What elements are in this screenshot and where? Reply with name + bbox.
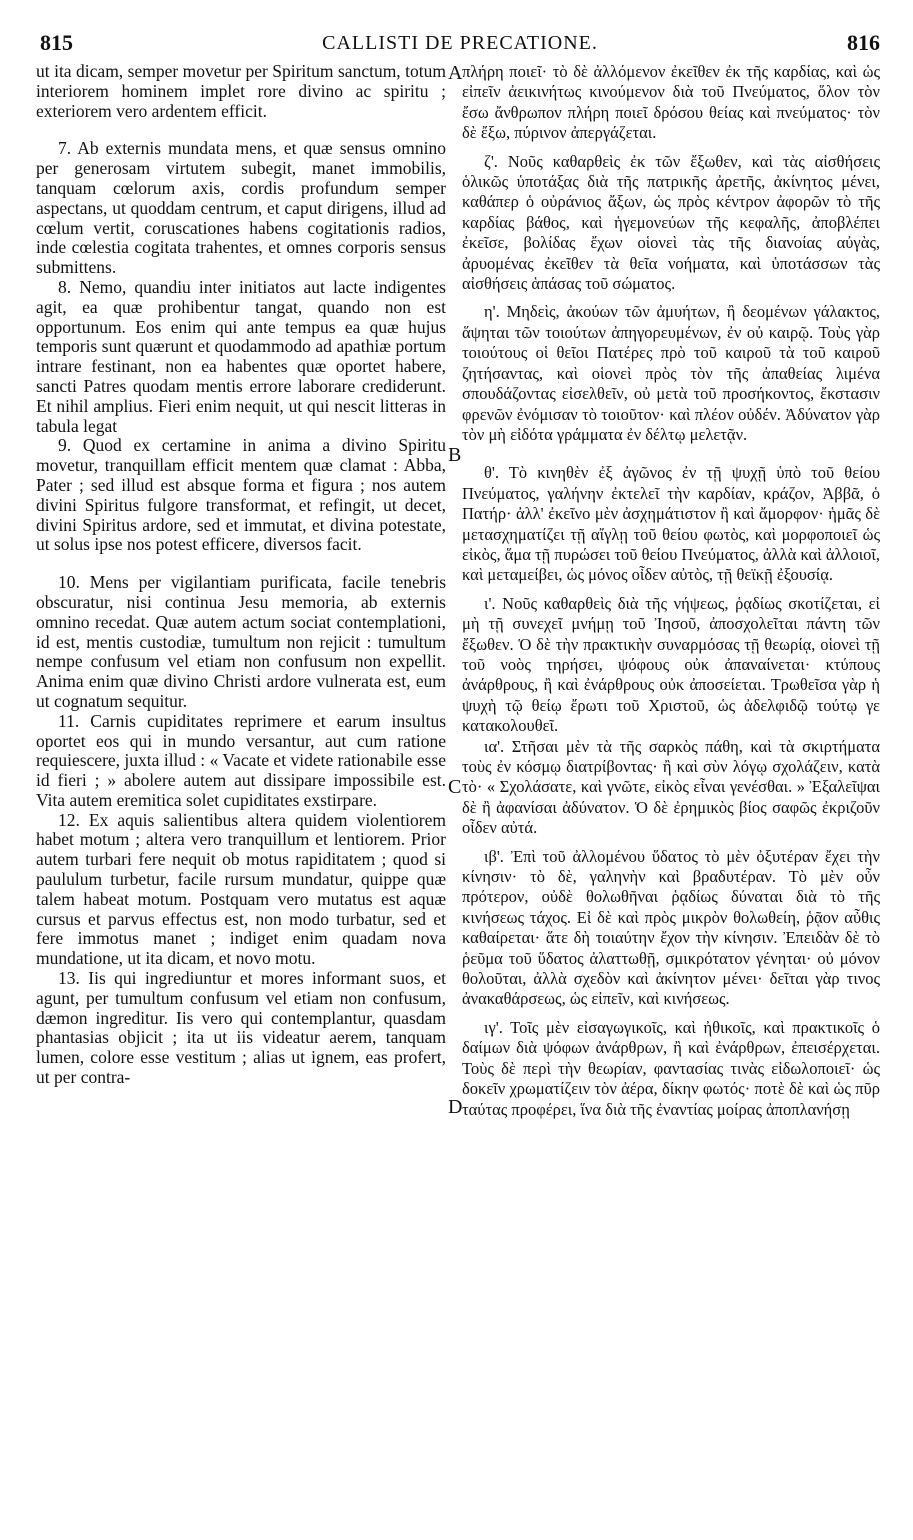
latin-paragraph: 11. Carnis cupiditates reprimere et earum insultus oportet eos qui in mundo versantur, aut cum ratione requiescere, juxta illud : « Vacate et videte rationabile esse id fieri ; » abolere autem aut dissipare impossibile est. Vita autem eremitica solet cupiditates exstirpare. xyxy=(36,710,446,810)
latin-paragraph: 8. Nemo, quandiu inter initiatos aut lacte indigentes agit, ea quæ prohibentur tangat, quando non est opportunum. Eos enim qui ante tempus ea quæ hujus temporis sunt quærunt et quodammodo ad apathiæ portum intrare festinant, non ea habentes quæ oportet habere, sancti Patres quodam mentis errore laborare crediderunt. Et nihil amplius. Fieri enim nequit, ut qui nescit litteras in tabula legat xyxy=(36,276,446,436)
margin-marker-d: D xyxy=(448,1096,463,1118)
greek-paragraph: ι'. Νοῦς καθαρθεὶς διὰ τῆς νήψεως, ῥᾳδίως σκοτίζεται, εἰ μὴ τῇ συνεχεῖ μνήμῃ τοῦ Ἰησοῦ, ἀποσχολεῖται πάντη τῶν ἔξωθεν. Ὁ δὲ τὴν πρακτικὴν συναρμόσας τῇ θεωρίᾳ, οἱονεὶ τῇ τοῦ νοὸς τηρήσει, ψόφους οὐκ ἀπαναίνεται· κτύπους ἀνάρθρους, ἢ καὶ ἐνάρθρους οὐκ ἀποσείεται. Τρωθεῖσα γὰρ ἡ ψυχὴ τῷ θείῳ ἔρωτι τοῦ Χριστοῦ, ὡς ἀδελφιδῷ τούτῳ γε κατακολουθεῖ. xyxy=(462,593,880,736)
margin-marker-a: A xyxy=(448,62,463,84)
greek-paragraph: ζ'. Νοῦς καθαρθεὶς ἐκ τῶν ἔξωθεν, καὶ τὰς αἰσθήσεις ὁλικῶς ὑποτάξας διὰ τῆς πατρικῆς ἀρετῆς, ἀκίνητος μένει, καθάπερ ὁ οὐράνιος ἄξων, ὡς πρὸς κέντρον ἀφορῶν τὸ τῆς καρδίας βάθος, καὶ ἡγεμονεύων τῆς κεφαλῆς, ἀποβλέπει ἐκεῖσε, βολίδας ἔχων οἱονεὶ τὰς τῆς διανοίας αὐγὰς, ἀρυομένας ἐκεῖθεν τὰ θεῖα νοήματα, καὶ ὑποτάσσων τὰς αἰσθήσεις ἁπάσας τοῦ σώματος. xyxy=(462,151,880,294)
latin-paragraph: 10. Mens per vigilantiam purificata, facile tenebris obscuratur, nisi continua Jesu memoria, ab externis omnino recedat. Quæ autem actum sociat contemplationi, id est, mentis custodiæ, tumultum non rejicit : tumultum nempe confusum vel etiam non confusum non expellit. Anima enim quæ divino Christi ardore vulnerata est, eum ut cognatum sequitur. xyxy=(36,572,446,711)
margin-marker-c: C xyxy=(448,776,462,798)
running-header xyxy=(40,30,880,60)
page-number-right: 816 xyxy=(847,30,880,55)
running-title: CALLISTI DE PRECATIONE. xyxy=(322,32,598,54)
page-number-left: 815 xyxy=(40,30,73,55)
latin-paragraph: ut ita dicam, semper movetur per Spiritum sanctum, totum interiorem hominem implet rore divino ac spiritu ; exteriorem vero ardentem efficit. xyxy=(36,61,446,121)
greek-column xyxy=(462,62,880,1120)
greek-paragraph: ια'. Στῆσαι μὲν τὰ τῆς σαρκὸς πάθη, καὶ τὰ σκιρτήματα τοὺς ἐν κόσμῳ διατρίβοντας· ἢ καὶ σὺν λόγῳ σχολάζειν, κατὰ τὸ· « Σχολάσατε, καὶ γνῶτε, εἰκὸς εἶναι γενέσθαι. » Ἐξαλεῖψαι δὲ ἢ ἀφανίσαι ἀδύνατον. Ὁ δὲ ἐρημικὸς βίος σαφῶς ἐκριζοῦν οἶδεν αὐτά. xyxy=(462,736,880,838)
latin-paragraph: 13. Iis qui ingrediuntur et mores informant suos, et agunt, per tumultum confusum vel etiam non confusum, dæmon ingreditur. Iis vero qui contemplantur, quasdam phantasias objicit ; ita ut iis videatur aerem, tanquam lumen, colore esse vestitum ; alias ut ignem, eas profert, ut per contra- xyxy=(36,968,446,1088)
greek-paragraph: θ'. Τὸ κινηθὲν ἐξ ἀγῶνος ἐν τῇ ψυχῇ ὑπὸ τοῦ θείου Πνεύματος, γαλήνην ἐκτελεῖ τὴν καρδίαν, κράζον, Ἀββᾶ, ὁ Πατήρ· ἀλλ' ἐκεῖνο μὲν ἀσχημάτιστον ἢ καὶ ἄμορφον· ἡμᾶς δὲ μετασχηματίζει τῇ αἴγλῃ τοῦ θείου φωτὸς, καὶ μορφοποιεῖ ὡς εἰκὸς, ἅμα τῇ πυρώσει τοῦ θείου Πνεύματος, ἀλλὰ καὶ ἀλλοιοῖ, καὶ μεταμείβει, ὡς μόνος οἶδεν αὐτὸς, τῇ θεϊκῇ ἐξουσίᾳ. xyxy=(462,463,880,585)
greek-paragraph: ιγ'. Τοῖς μὲν εἰσαγωγικοῖς, καὶ ἠθικοῖς, καὶ πρακτικοῖς ὁ δαίμων διὰ ψόφων ἀνάρθρων, ἢ καὶ ἐνάρθρων, ἐπεισέρχεται. Τοὺς δὲ περὶ τὴν θεωρίαν, φαντασίας τινὰς εἰδωλοποιεῖ· ὡς δοκεῖν χρωματίζειν τὸν ἀέρα, δίκην φωτός· ποτὲ δὲ καὶ ὡς πῦρ ταύτας προφέρει, ἵνα διὰ τῆς ἐναντίας μοίρας ἀποπλανήσῃ xyxy=(462,1017,880,1119)
latin-column xyxy=(36,62,446,1088)
greek-paragraph: πλήρη ποιεῖ· τὸ δὲ ἀλλόμενον ἐκεῖθεν ἐκ τῆς καρδίας, καὶ ὡς εἰπεῖν ἀεικινήτως κινούμενον διὰ τοῦ Πνεύματος, ὅλον τὸν ἔσω ἄνθρωπον πλήρη ποιεῖ δρόσου θείας καὶ πνεύματος· τὸν δὲ ἔξω, πύρινον ἀπεργάζεται. xyxy=(462,62,880,143)
greek-paragraph: η'. Μηδεὶς, ἀκούων τῶν ἀμυήτων, ἢ δεομένων γάλακτος, ἅψηται τῶν τοιούτων ἀπηγορευμένων, ἐν οὐ καιρῷ. Τοὺς γὰρ τοιούτους οἱ θεῖοι Πατέρες πρὸ τοῦ καιροῦ τὰ τοῦ καιροῦ ζητήσαντας, καὶ οἱονεὶ πρὸς τὸν τῆς ἀπαθείας λιμένα σπουδάζοντας εἰσελθεῖν, οὐ μετὰ τοῦ προσήκοντος, ἔκστασιν φρενῶν ἐνόμισαν τὸ τοιοῦτον· καὶ πλέον οὐδέν. Ἀδύνατον γὰρ τὸν μὴ εἰδότα γράμματα ἐν δέλτῳ μελετᾷν. xyxy=(462,302,880,444)
latin-paragraph: 9. Quod ex certamine in anima a divino Spiritu movetur, tranquillam efficit mentem quæ clamat : Abba, Pater ; sed illud est absque forma et figura ; nos autem divini Spiritus fulgore transformat, et refingit, ut decet, divini Spiritus ardore, sed et immutat, et divina potestate, ut solus ipse nos potest efficere, diversos facit. xyxy=(36,435,446,555)
latin-paragraph: 12. Ex aquis salientibus altera quidem violentiorem habet motum ; altera vero tranquillum et lentiorem. Prior autem turbari fere nequit ob motus rapiditatem ; quod si paululum turbetur, facile rursum mundatur, quippe quæ talem habeat motum. Postquam vero mutatus est aquæ cursus et parvus effectus est, non modo turbatur, sed et fere immotus manet ; indiget enim quadam nova mundatione, ut ita dicam, et novo motu. xyxy=(36,809,446,969)
margin-marker-b: B xyxy=(448,444,462,466)
latin-paragraph: 7. Ab externis mundata mens, et quæ sensus omnino per generosam virtutem subegit, manet immobilis, tanquam cœlorum axis, cordis profundum semper aspectans, ut quoddam centrum, et caput dirigens, illud ad cœlum vertit, coruscationes habens cogitationis radios, inde cœlestia cogitata trahentes, et omnes corporis sensus submittens. xyxy=(36,138,446,278)
greek-paragraph: ιβ'. Ἐπὶ τοῦ ἀλλομένου ὕδατος τὸ μὲν ὀξυτέραν ἔχει τὴν κίνησιν· τὸ δὲ, γαληνὴν καὶ βραδυτέραν. Τὸ μὲν οὖν πρότερον, οὐδὲ θολωθῆναι ῥᾳδίως δύναται διὰ τὸ τῆς κινήσεως τάχος. Εἰ δὲ καὶ πρὸς μικρὸν θολωθείη, ῥᾷον αὖθις καθαίρεται· ἅτε δὴ τοιαύτην ἔχον τὴν κίνησιν. Ἐπειδὰν δὲ τὸ ῥεῦμα τοῦ ὕδατος ἀλαττωθῇ, σμικρότατον γένηται· οὐ μόνον θολοῦται, ἀλλὰ σχεδὸν καὶ ἀκίνητον μένει· δεῖται γὰρ τινος ἀνακαθάρσεως, ὡς εἰπεῖν, καὶ κινήσεως. xyxy=(462,846,880,1009)
